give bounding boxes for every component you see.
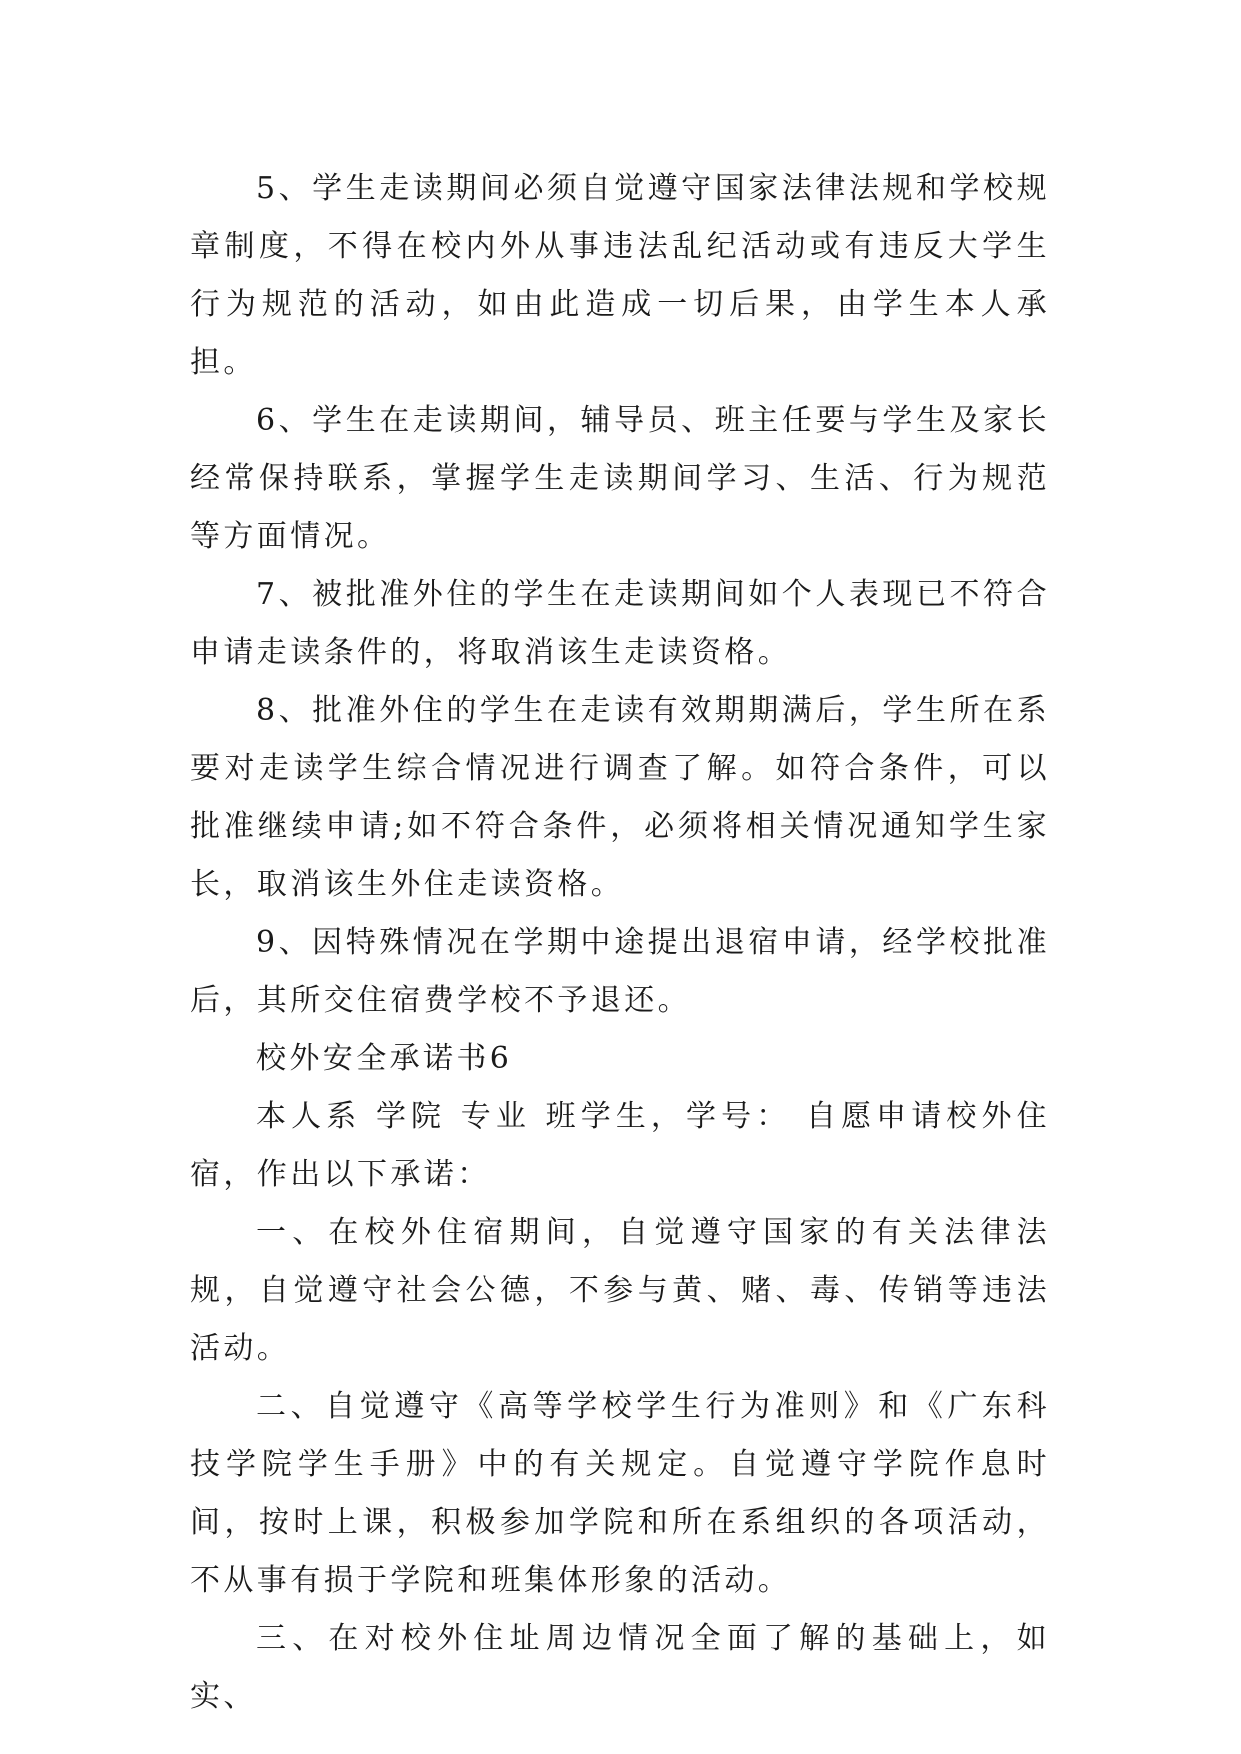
paragraph-promise-2: 二、自觉遵守《高等学校学生行为准则》和《广东科技学院学生手册》中的有关规定。自觉遵守学院作息时间，按时上课，积极参加学院和所在系组织的各项活动，不从事有损于学院和班集体形象的活动。 bbox=[190, 1389, 1050, 1598]
paragraph-rule-7: 7、被批准外住的学生在走读期间如个人表现已不符合申请走读条件的，将取消该生走读资格。 bbox=[190, 577, 1050, 670]
paragraph-promise-3: 三、在对校外住址周边情况全面了解的基础上，如实、 bbox=[190, 1621, 1050, 1714]
paragraph-rule-8: 8、批准外住的学生在走读有效期期满后，学生所在系要对走读学生综合情况进行调查了解。如符合条件，可以批准继续申请;如不符合条件，必须将相关情况通知学生家长，取消该生外住走读资格。 bbox=[190, 693, 1050, 902]
document-body bbox=[190, 160, 1050, 1726]
paragraph-rule-6: 6、学生在走读期间，辅导员、班主任要与学生及家长经常保持联系，掌握学生走读期间学习、生活、行为规范等方面情况。 bbox=[190, 403, 1050, 554]
paragraph-rule-5: 5、学生走读期间必须自觉遵守国家法律法规和学校规章制度，不得在校内外从事违法乱纪活动或有违反大学生行为规范的活动，如由此造成一切后果，由学生本人承担。 bbox=[190, 171, 1050, 380]
paragraph-applicant-statement: 本人系 学院 专业 班学生，学号： 自愿申请校外住宿，作出以下承诺： bbox=[190, 1099, 1050, 1192]
section-heading: 校外安全承诺书6 bbox=[256, 1041, 513, 1076]
paragraph-rule-9: 9、因特殊情况在学期中途提出退宿申请，经学校批准后，其所交住宿费学校不予退还。 bbox=[190, 925, 1050, 1018]
paragraph-promise-1: 一、在校外住宿期间，自觉遵守国家的有关法律法规，自觉遵守社会公德，不参与黄、赌、毒、传销等违法活动。 bbox=[190, 1215, 1050, 1366]
